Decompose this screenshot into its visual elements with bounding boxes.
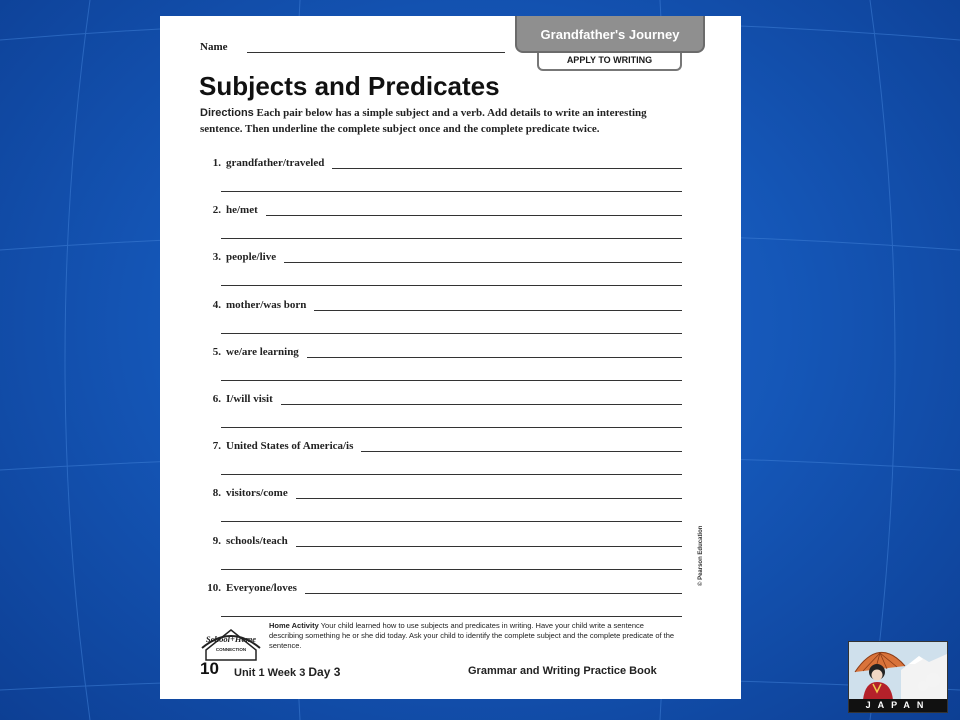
exercise-word-pair: I/will visit [226, 393, 273, 405]
japan-geisha-umbrella-icon [849, 642, 947, 700]
exercise-item [160, 440, 741, 480]
exercise-prompt [206, 157, 324, 169]
answer-line [221, 333, 682, 334]
answer-line [221, 427, 682, 428]
exercise-word-pair: we/are learning [226, 346, 299, 358]
svg-text:School+Home: School+Home [205, 634, 257, 644]
story-title-tab [515, 16, 705, 53]
answer-line [221, 380, 682, 381]
footer-day: Day 3 [308, 665, 341, 679]
exercise-word-pair: mother/was born [226, 299, 307, 311]
exercise-number: 7. [212, 440, 221, 452]
directions-text: Each pair below has a simple subject and a verb. Add details to write an interesting sentence. Then underline the complete subject once and the complete predicate twice. [200, 107, 647, 135]
footer-unit-week: Unit 1 Week 3 [234, 667, 309, 679]
page-title: Subjects and Predicates [199, 71, 500, 101]
exercise-prompt [206, 204, 258, 216]
exercise-word-pair: people/live [226, 251, 277, 263]
exercise-word-pair: Everyone/loves [226, 582, 297, 594]
copyright-notice: © Pearson Education [698, 525, 704, 586]
exercise-number: 8. [212, 487, 221, 499]
answer-line [361, 451, 682, 452]
home-activity-text: Your child learned how to use subjects and predicates in writing. Have your child write a sentence describing something he or she did today. Ask your child to identify the complete subject and the complete predicate of the sentence. [269, 621, 675, 650]
story-title: Grandfather's Journey [540, 27, 680, 42]
answer-line [221, 191, 682, 192]
exercise-word-pair: grandfather/traveled [226, 157, 325, 169]
exercise-word-pair: visitors/come [226, 487, 288, 499]
answer-line [221, 616, 682, 617]
name-label: Name [200, 41, 228, 53]
footer-page-number: 10 [200, 659, 219, 678]
footer-book-title: Grammar and Writing Practice Book [468, 665, 657, 677]
answer-line [307, 357, 682, 358]
exercise-item [160, 535, 741, 575]
exercise-number: 2. [212, 204, 221, 216]
answer-line [221, 238, 682, 239]
exercise-prompt [206, 535, 288, 547]
exercise-prompt [206, 487, 288, 499]
answer-line [221, 474, 682, 475]
exercise-item [160, 157, 741, 197]
answer-line [305, 593, 682, 594]
answer-line [221, 569, 682, 570]
exercise-number: 4. [212, 299, 221, 311]
answer-line [281, 404, 682, 405]
exercise-item [160, 299, 741, 339]
apply-to-writing-tab: APPLY TO WRITING [537, 53, 682, 71]
worksheet-page [160, 16, 741, 699]
exercise-prompt [206, 346, 299, 358]
answer-line [221, 521, 682, 522]
answer-line [284, 262, 682, 263]
answer-line [296, 498, 682, 499]
directions-lead: Directions [200, 107, 254, 119]
exercise-item [160, 582, 741, 622]
home-activity-lead: Home Activity [269, 621, 319, 630]
svg-text:CONNECTION: CONNECTION [215, 647, 247, 652]
exercise-prompt [206, 299, 306, 311]
directions [200, 105, 670, 137]
answer-line [314, 310, 682, 311]
exercise-prompt [206, 440, 353, 452]
exercise-word-pair: United States of America/is [226, 440, 354, 452]
exercise-number: 6. [212, 393, 221, 405]
exercise-item [160, 393, 741, 433]
answer-line [296, 546, 682, 547]
exercise-number: 9. [212, 535, 221, 547]
japan-badge [848, 641, 948, 713]
exercise-number: 3. [212, 251, 221, 263]
exercise-number: 10. [207, 582, 221, 594]
exercise-item [160, 487, 741, 527]
exercise-item [160, 204, 741, 244]
school-home-connection-logo [198, 618, 264, 662]
exercise-item [160, 251, 741, 291]
exercise-prompt [206, 251, 276, 263]
exercise-word-pair: schools/teach [226, 535, 288, 547]
exercise-number: 5. [212, 346, 221, 358]
footer-unit-week-day [234, 665, 340, 679]
home-activity-note [269, 621, 679, 651]
japan-label: JAPAN [849, 699, 947, 712]
answer-line [266, 215, 682, 216]
name-line [247, 52, 505, 53]
exercise-prompt [206, 393, 273, 405]
answer-line [332, 168, 682, 169]
exercise-item [160, 346, 741, 386]
exercise-number: 1. [212, 157, 221, 169]
answer-line [221, 285, 682, 286]
exercise-prompt [206, 582, 297, 594]
exercise-word-pair: he/met [226, 204, 258, 216]
